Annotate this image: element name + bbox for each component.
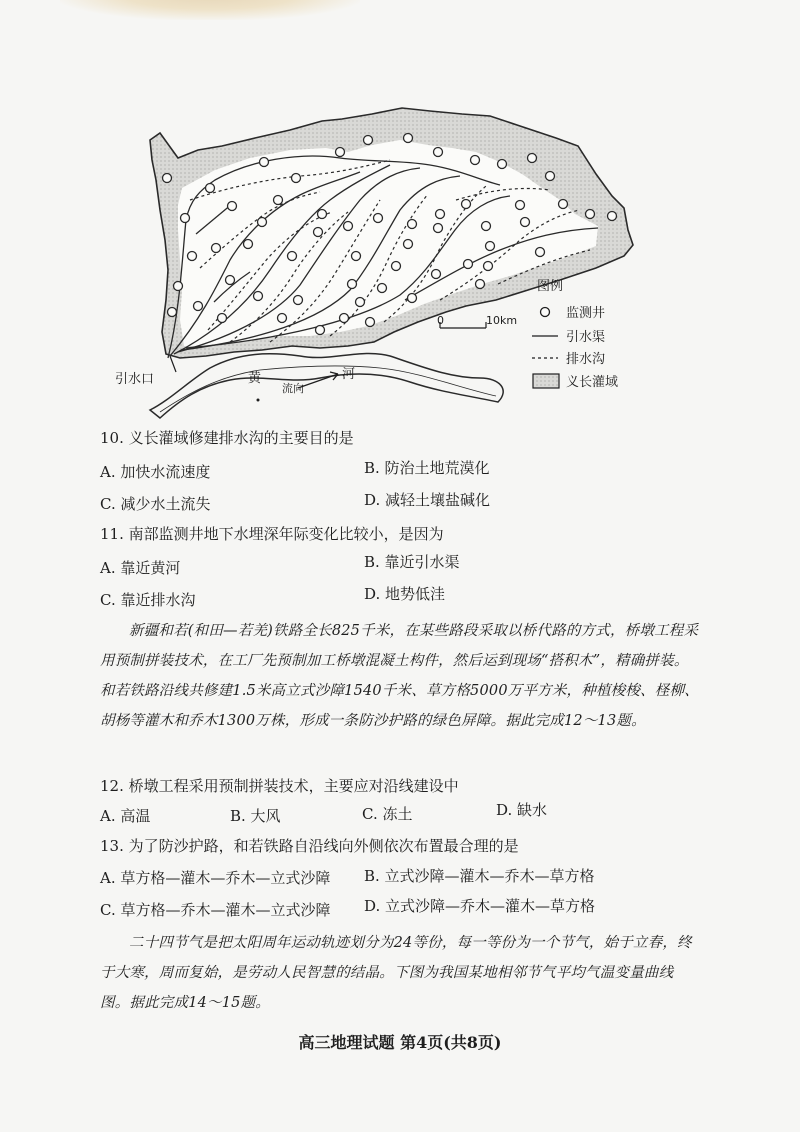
well-marker bbox=[434, 224, 443, 233]
well-marker bbox=[546, 172, 555, 181]
well-marker bbox=[292, 174, 301, 183]
well-marker bbox=[336, 148, 345, 157]
well-marker bbox=[356, 298, 365, 307]
well-marker bbox=[244, 240, 253, 249]
q12-stem: 12. 桥墩工程采用预制拼装技术，主要应对沿线建设中 bbox=[100, 777, 459, 795]
shaded-box-icon bbox=[533, 374, 559, 388]
q12-option-c[interactable]: C. 冻土 bbox=[362, 805, 413, 823]
q10-option-c[interactable]: C. 减少水土流失 bbox=[100, 495, 211, 513]
flow-label: 流向 bbox=[282, 382, 304, 395]
well-marker bbox=[314, 228, 323, 237]
well-marker bbox=[374, 214, 383, 223]
q10-option-d[interactable]: D. 减轻土壤盐碱化 bbox=[364, 491, 491, 509]
q11-option-d[interactable]: D. 地势低洼 bbox=[364, 585, 446, 603]
well-marker bbox=[559, 200, 568, 209]
legend-label-ditch: 排水沟 bbox=[566, 352, 606, 367]
intake-label: 引水口 bbox=[115, 372, 155, 387]
yellow-river bbox=[150, 353, 503, 418]
map-legend bbox=[532, 279, 618, 390]
well-marker bbox=[586, 210, 595, 219]
river-char-2: 河 bbox=[342, 367, 356, 382]
legend-label-wells: 监测井 bbox=[566, 306, 606, 321]
well-marker bbox=[366, 318, 375, 327]
well-marker bbox=[344, 222, 353, 231]
well-marker bbox=[471, 156, 480, 165]
scale-zero: 0 bbox=[437, 314, 444, 327]
irrigation-map bbox=[0, 0, 800, 420]
q11-stem: 11. 南部监测井地下水埋深年际变化比较小，是因为 bbox=[100, 525, 444, 543]
q12-option-d[interactable]: D. 缺水 bbox=[496, 801, 548, 819]
well-marker bbox=[432, 270, 441, 279]
well-marker bbox=[278, 314, 287, 323]
well-marker bbox=[516, 201, 525, 210]
well-marker bbox=[212, 244, 221, 253]
well-marker bbox=[404, 134, 413, 143]
well-marker bbox=[498, 160, 507, 169]
well-marker bbox=[163, 174, 172, 183]
well-marker bbox=[294, 296, 303, 305]
well-marker bbox=[352, 252, 361, 261]
q10-option-a[interactable]: A. 加快水流速度 bbox=[100, 463, 211, 481]
well-marker bbox=[274, 196, 283, 205]
passage-solar-terms: 二十四节气是把太阳周年运动轨迹划分为24等份，每一等份为一个节气，始于立春，终于大寒，周而复始，是劳动人民智慧的结晶。下图为我国某地相邻节气平均气温变量曲线图。据此完成14～15题。 bbox=[100, 935, 692, 1011]
well-marker bbox=[316, 326, 325, 335]
well-marker bbox=[536, 248, 545, 257]
well-marker bbox=[258, 218, 267, 227]
well-marker bbox=[206, 184, 215, 193]
well-marker bbox=[194, 302, 203, 311]
q10-option-b[interactable]: B. 防治土地荒漠化 bbox=[364, 459, 490, 477]
well-marker bbox=[226, 276, 235, 285]
circle-icon bbox=[541, 308, 550, 317]
well-marker bbox=[188, 252, 197, 261]
well-marker bbox=[486, 242, 495, 251]
well-marker bbox=[528, 154, 537, 163]
legend-title: 图例 bbox=[537, 279, 564, 294]
well-marker bbox=[174, 282, 183, 291]
well-marker bbox=[476, 280, 485, 289]
q13-option-c[interactable]: C. 草方格—乔木—灌木—立式沙障 bbox=[100, 901, 331, 919]
well-marker bbox=[436, 210, 445, 219]
q10-stem: 10. 义长灌域修建排水沟的主要目的是 bbox=[100, 429, 354, 447]
well-marker bbox=[260, 158, 269, 167]
well-marker bbox=[392, 262, 401, 271]
page-footer: 高三地理试题 第4页(共8页) bbox=[298, 1033, 502, 1052]
q12-option-a[interactable]: A. 高温 bbox=[100, 807, 151, 825]
well-marker bbox=[288, 252, 297, 261]
q13-option-b[interactable]: B. 立式沙障—灌木—乔木—草方格 bbox=[364, 867, 595, 885]
well-marker bbox=[318, 210, 327, 219]
q13-stem: 13. 为了防沙护路，和若铁路自沿线向外侧依次布置最合理的是 bbox=[100, 837, 519, 855]
well-marker bbox=[181, 214, 190, 223]
well-marker bbox=[348, 280, 357, 289]
well-marker bbox=[521, 218, 530, 227]
well-marker bbox=[228, 202, 237, 211]
q13-option-d[interactable]: D. 立式沙障—乔木—灌木—草方格 bbox=[364, 897, 596, 915]
passage-railway: 新疆和若(和田—若羌)铁路全长825千米，在某些路段采取以桥代路的方式，桥墩工程采用预制拼装技术，在工厂先预制加工桥墩混凝土构件，然后运到现场“搭积木”，精确拼装。和若铁路沿线共修建1.5米高立式沙障1540千米、草方格5000万平方米，种植梭梭、柽柳、胡杨等灌木和乔木1300万株，形成一条防沙护路的绿色屏障。据此完成12～13题。 bbox=[100, 623, 699, 729]
q12-option-b[interactable]: B. 大风 bbox=[230, 807, 281, 825]
q11-option-b[interactable]: B. 靠近引水渠 bbox=[364, 553, 460, 571]
legend-label-area: 义长灌域 bbox=[566, 375, 619, 390]
well-marker bbox=[378, 284, 387, 293]
well-marker bbox=[408, 294, 417, 303]
well-marker bbox=[168, 308, 177, 317]
scale-bar bbox=[437, 314, 517, 328]
well-marker bbox=[218, 314, 227, 323]
legend-label-canal: 引水渠 bbox=[566, 330, 606, 345]
well-marker bbox=[434, 148, 443, 157]
well-marker bbox=[254, 292, 263, 301]
well-marker bbox=[340, 314, 349, 323]
q13-option-a[interactable]: A. 草方格—灌木—乔木—立式沙障 bbox=[100, 869, 331, 887]
well-marker bbox=[408, 220, 417, 229]
scale-label: 10km bbox=[486, 314, 518, 327]
q11-option-a[interactable]: A. 靠近黄河 bbox=[100, 559, 181, 577]
well-marker bbox=[464, 260, 473, 269]
well-marker bbox=[404, 240, 413, 249]
q11-option-c[interactable]: C. 靠近排水沟 bbox=[100, 591, 196, 609]
well-marker bbox=[608, 212, 617, 221]
well-marker bbox=[364, 136, 373, 145]
well-marker bbox=[484, 262, 493, 271]
river-char-1: 黄 bbox=[248, 371, 262, 386]
well-marker bbox=[462, 200, 471, 209]
well-marker bbox=[482, 222, 491, 231]
